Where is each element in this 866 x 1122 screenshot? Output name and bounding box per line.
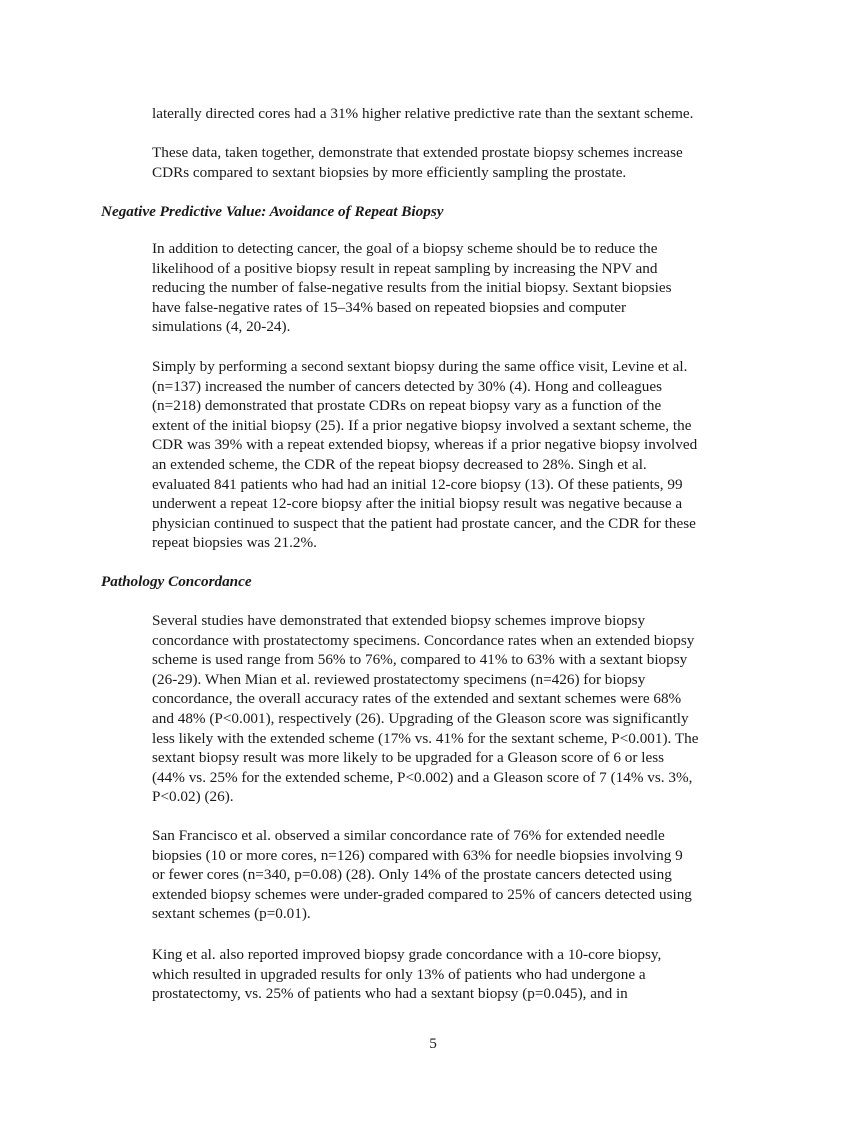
text-line: repeat biopsies was 21.2%.: [152, 534, 317, 552]
text-line: physician continued to suspect that the patient had prostate cancer, and the CDR for these: [152, 514, 696, 532]
text-line: King et al. also reported improved biopsy grade concordance with a 10-core biopsy,: [152, 946, 662, 963]
paragraph: [152, 611, 770, 807]
text-line: P<0.02) (26).: [152, 788, 234, 806]
paragraph: [152, 945, 770, 1004]
paragraph: [152, 826, 770, 924]
text-line: scheme is used range from 56% to 76%, compared to 41% to 63% with a sextant biopsy: [152, 651, 688, 669]
text-line: sextant biopsy result was more likely to be upgraded for a Gleason score of 6 or less: [152, 749, 665, 767]
text-line: In addition to detecting cancer, the goal of a biopsy scheme should be to reduce the: [152, 240, 658, 257]
text-line: or fewer cores (n=340, p=0.08) (28). Only 14% of the prostate cancers detected using: [152, 866, 672, 884]
text-line: (44% vs. 25% for the extended scheme, P<0.002) and a Gleason score of 7 (14% vs. 3%,: [152, 768, 693, 786]
text-line: an extended scheme, the CDR of the repeat biopsy decreased to 28%. Singh et al.: [152, 455, 647, 473]
text-line: Simply by performing a second sextant biopsy during the same office visit, Levine et al.: [152, 358, 688, 375]
text-line: San Francisco et al. observed a similar concordance rate of 76% for extended needle: [152, 827, 665, 844]
section-heading-negative-predictive-value: Negative Predictive Value: Avoidance of Repeat Biopsy: [101, 203, 444, 220]
text-line: sextant schemes (p=0.01).: [152, 905, 311, 923]
text-line: likelihood of a positive biopsy result in repeat sampling by increasing the NPV and: [152, 259, 658, 277]
text-line: (26-29). When Mian et al. reviewed prostatectomy specimens (n=426) for biopsy: [152, 670, 646, 688]
text-line: less likely with the extended scheme (17% vs. 41% for the sextant scheme, P<0.001). The: [152, 729, 699, 747]
text-line: (n=137) increased the number of cancers detected by 30% (4). Hong and colleagues: [152, 377, 662, 395]
text-line: extent of the initial biopsy (25). If a prior negative biopsy involved a sextant scheme, the: [152, 416, 692, 434]
paragraph: [152, 357, 770, 553]
text-line: have false-negative rates of 15–34% based on repeated biopsies and computer: [152, 298, 627, 316]
text-line: concordance with prostatectomy specimens. Concordance rates when an extended biopsy: [152, 631, 695, 649]
text-line: concordance, the overall accuracy rates of the extended and sextant schemes were 68%: [152, 690, 682, 708]
text-line: extended biopsy schemes were under-graded compared to 25% of cancers detected using: [152, 885, 692, 903]
text-line: Several studies have demonstrated that extended biopsy schemes improve biopsy: [152, 612, 646, 629]
text-line: CDRs compared to sextant biopsies by more efficiently sampling the prostate.: [152, 163, 627, 181]
text-line: which resulted in upgraded results for only 13% of patients who had undergone a: [152, 965, 646, 983]
text-line: and 48% (P<0.001), respectively (26). Upgrading of the Gleason score was significantly: [152, 709, 689, 727]
text-line: simulations (4, 20-24).: [152, 318, 291, 336]
text-line: reducing the number of false-negative results from the initial biopsy. Sextant biopsies: [152, 279, 672, 297]
paragraph: [152, 143, 770, 182]
text-line: (n=218) demonstrated that prostate CDRs on repeat biopsy vary as a function of the: [152, 397, 662, 415]
text-line: underwent a repeat 12-core biopsy after the initial biopsy result was negative because a: [152, 495, 683, 513]
section-heading-pathology-concordance: Pathology Concordance: [101, 573, 252, 590]
paragraph: [152, 104, 770, 124]
paragraph: [152, 239, 770, 337]
text-line: evaluated 841 patients who had had an initial 12-core biopsy (13). Of these patients, 99: [152, 475, 683, 493]
text-line: CDR was 39% with a repeat extended biopsy, whereas if a prior negative biopsy involved: [152, 436, 698, 454]
page-number: 5: [429, 1035, 437, 1052]
text-line: prostatectomy, vs. 25% of patients who had a sextant biopsy (p=0.045), and in: [152, 985, 628, 1003]
text-line: laterally directed cores had a 31% higher relative predictive rate than the sextant scheme.: [152, 105, 694, 122]
text-line: biopsies (10 or more cores, n=126) compared with 63% for needle biopsies involving 9: [152, 846, 683, 864]
text-line: These data, taken together, demonstrate that extended prostate biopsy schemes increase: [152, 144, 683, 161]
